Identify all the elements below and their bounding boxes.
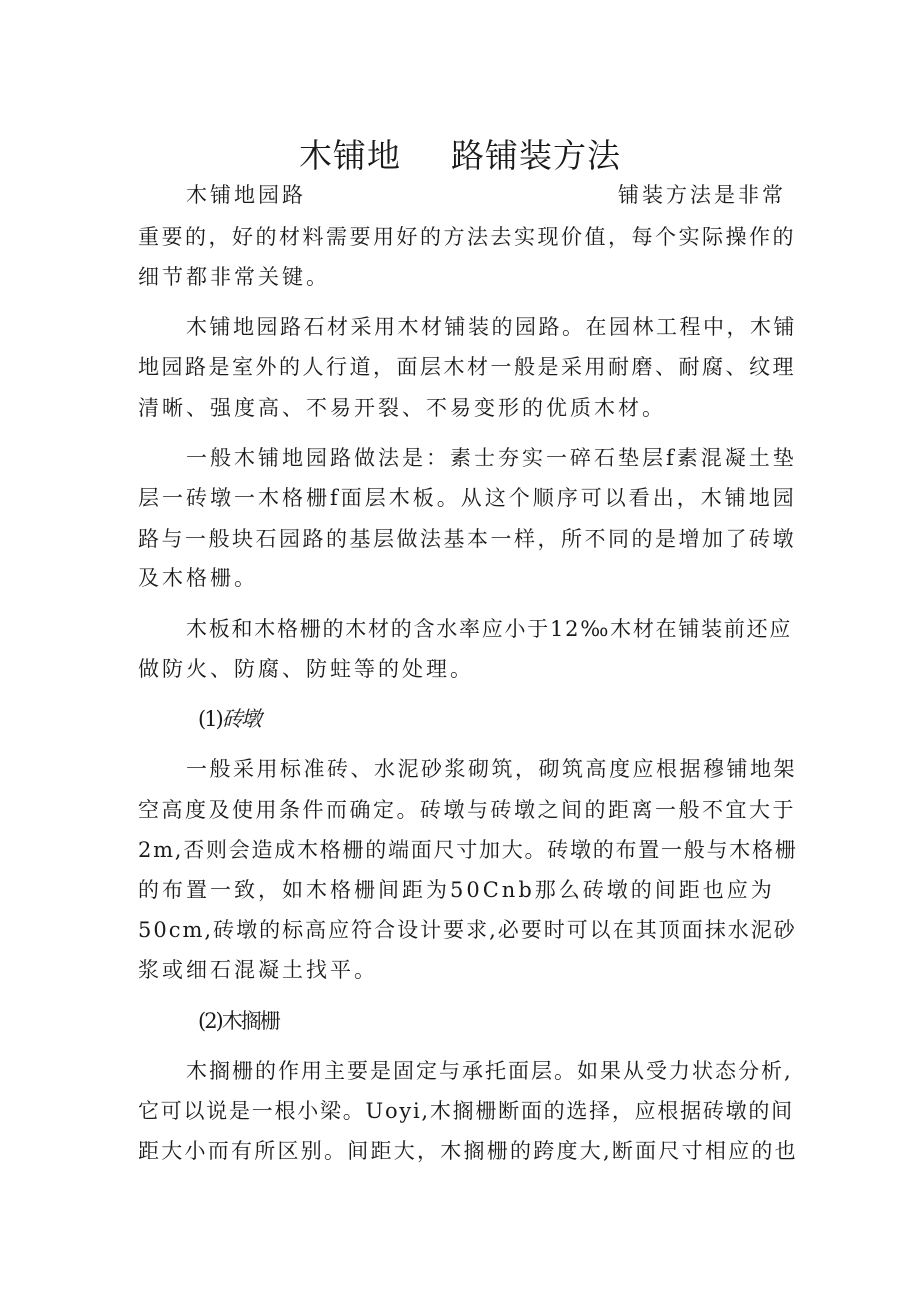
section-1-number: (1) — [198, 707, 222, 731]
section-2-number: (2) — [198, 1009, 222, 1033]
para2-line-1: 木铺地园路石材采用木材铺装的园路。在园林工程中，木铺 — [186, 315, 797, 339]
intro-line-3: 细节都非常关键。 — [138, 265, 330, 289]
para2-line-2: 地园路是室外的人行道，面层木材一般是采用耐磨、耐腐、纹理 — [138, 355, 796, 379]
title-part-1: 木铺地 — [299, 136, 401, 175]
para5-line-1: 一般采用标准砖、水泥砂浆砌筑，砌筑高度应根据穆铺地架 — [186, 757, 797, 781]
intro-trail: 铺装方法是非常 — [618, 183, 786, 207]
section-heading-2 — [198, 1006, 858, 1036]
para6-line-2: 它可以说是一根小梁。Uoyi,木搁栅断面的选择，应根据砖墩的间 — [138, 1099, 794, 1123]
intro-line-2: 重要的，好的材料需要用好的方法去实现价值，每个实际操作的 — [138, 225, 796, 249]
para5-line-5: 50cm,砖墩的标高应符合设计要求,必要时可以在其顶面抹水泥砂 — [138, 918, 797, 942]
para6-line-3: 距大小而有所区别。间距大，木搁栅的跨度大,断面尺寸相应的也 — [138, 1139, 798, 1163]
para3-line-1: 一般木铺地园路做法是：素士夯实一碎石垫层f素混凝土垫 — [186, 446, 797, 470]
section-2-label: 木搁栅 — [221, 1009, 279, 1033]
page-title — [0, 130, 920, 177]
para5-line-2: 空高度及使用条件而确定。砖墩与砖墩之间的距离一般不宜大于 — [138, 798, 796, 822]
para6-line-1: 木搁栅的作用主要是固定与承托面层。如果从受力状态分析, — [186, 1059, 793, 1083]
title-part-2: 路铺装方法 — [451, 136, 621, 175]
para5-line-6: 浆或细石混凝土找平。 — [138, 958, 378, 982]
section-heading-1 — [198, 704, 858, 734]
section-1-label: 砖墩 — [221, 707, 260, 731]
intro-lead: 木铺地园路 — [186, 183, 306, 207]
para5-line-3: 2m,否则会造成木格栅的端面尺寸加大。砖墩的布置一般与木格栅 — [138, 838, 798, 862]
para4-line-1: 木板和木格栅的木材的含水率应小于12‰木材在铺装前还应 — [186, 617, 793, 641]
para2-line-3: 清晰、强度高、不易开裂、不易变形的优质木材。 — [138, 396, 666, 420]
para5-line-4: 的布置一致，如木格栅间距为50Cnb那么砖墩的间距也应为 — [138, 878, 775, 902]
para4-line-2: 做防火、防腐、防蛀等的处理。 — [138, 657, 474, 681]
para3-line-3: 路与一般块石园路的基层做法基本一样，所不同的是增加了砖墩 — [138, 527, 796, 551]
para3-line-2: 层一砖墩一木格栅f面层木板。从这个顺序可以看出，木铺地园 — [138, 486, 797, 510]
para3-line-4: 及木格栅。 — [138, 566, 258, 590]
